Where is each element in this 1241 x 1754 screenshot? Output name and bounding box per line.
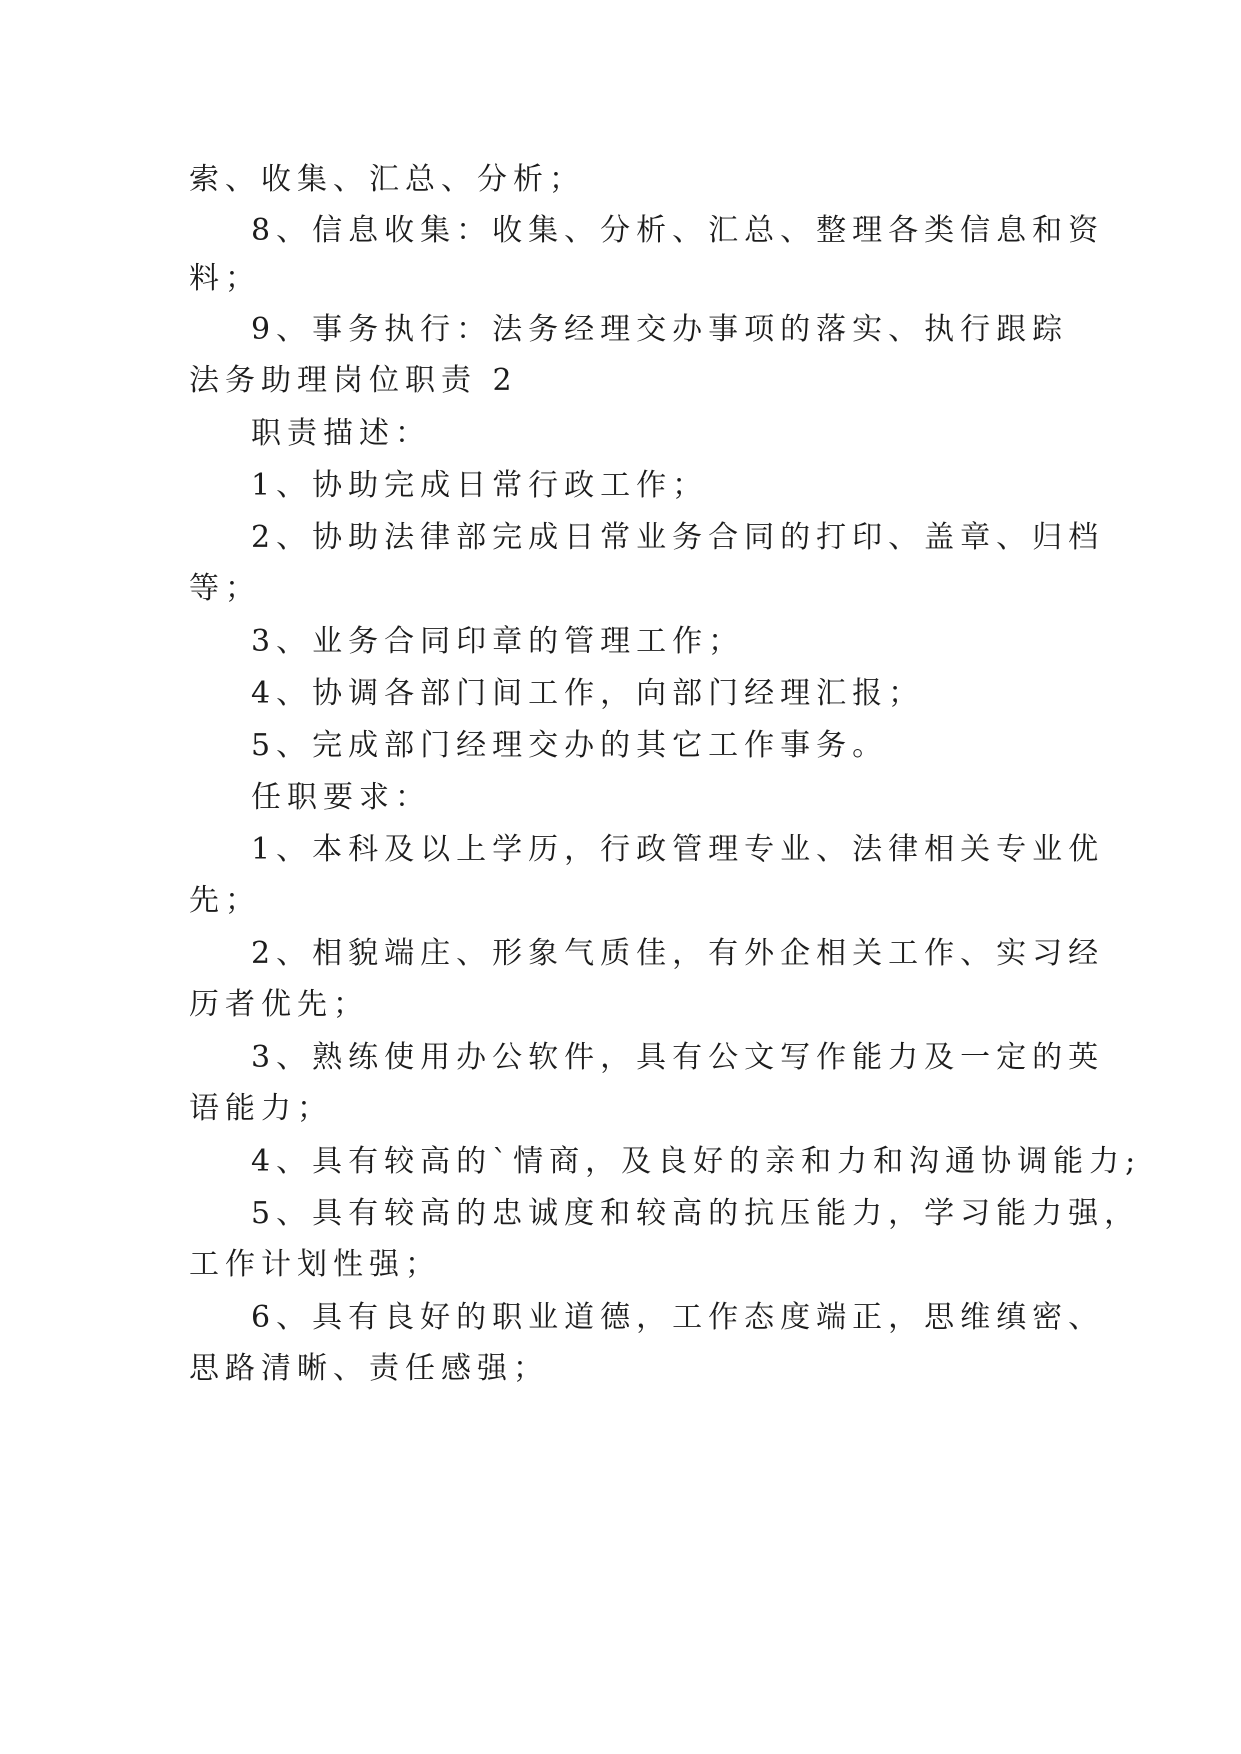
text-line: 职责描述： bbox=[251, 416, 431, 451]
text-line: 8、信息收集：收集、分析、汇总、整理各类信息和资 bbox=[251, 213, 1105, 248]
text-line: 5、完成部门经理交办的其它工作事务。 bbox=[251, 728, 889, 763]
section-heading: 法务助理岗位职责 2 bbox=[189, 363, 518, 398]
text-line: 4、协调各部门间工作，向部门经理汇报； bbox=[251, 676, 925, 711]
text-line: 2、协助法律部完成日常业务合同的打印、盖章、归档 bbox=[251, 520, 1105, 555]
text-line: 等； bbox=[189, 571, 261, 606]
text-line: 料； bbox=[189, 261, 261, 296]
text-line: 3、熟练使用办公软件，具有公文写作能力及一定的英 bbox=[251, 1040, 1105, 1075]
text-line: 语能力； bbox=[189, 1091, 333, 1126]
text-line: 6、具有良好的职业道德，工作态度端正，思维缜密、 bbox=[251, 1300, 1105, 1335]
text-line: 3、业务合同印章的管理工作； bbox=[251, 624, 745, 659]
text-line: 思路清晰、责任感强； bbox=[189, 1351, 549, 1386]
text-line: 索、收集、汇总、分析； bbox=[189, 162, 585, 197]
text-line: 1、本科及以上学历，行政管理专业、法律相关专业优 bbox=[251, 832, 1105, 867]
text-line: 5、具有较高的忠诚度和较高的抗压能力，学习能力强， bbox=[251, 1196, 1141, 1231]
text-line: 任职要求： bbox=[251, 780, 431, 815]
text-line: 2、相貌端庄、形象气质佳，有外企相关工作、实习经 bbox=[251, 936, 1105, 971]
text-line: 历者优先； bbox=[189, 987, 369, 1022]
text-line: 9、事务执行：法务经理交办事项的落实、执行跟踪 bbox=[251, 312, 1069, 347]
text-line: 4、具有较高的`情商，及良好的亲和力和沟通协调能力; bbox=[251, 1144, 1142, 1179]
text-line: 1、协助完成日常行政工作； bbox=[251, 468, 709, 503]
text-line: 先； bbox=[189, 883, 261, 918]
text-line: 工作计划性强； bbox=[189, 1247, 441, 1282]
